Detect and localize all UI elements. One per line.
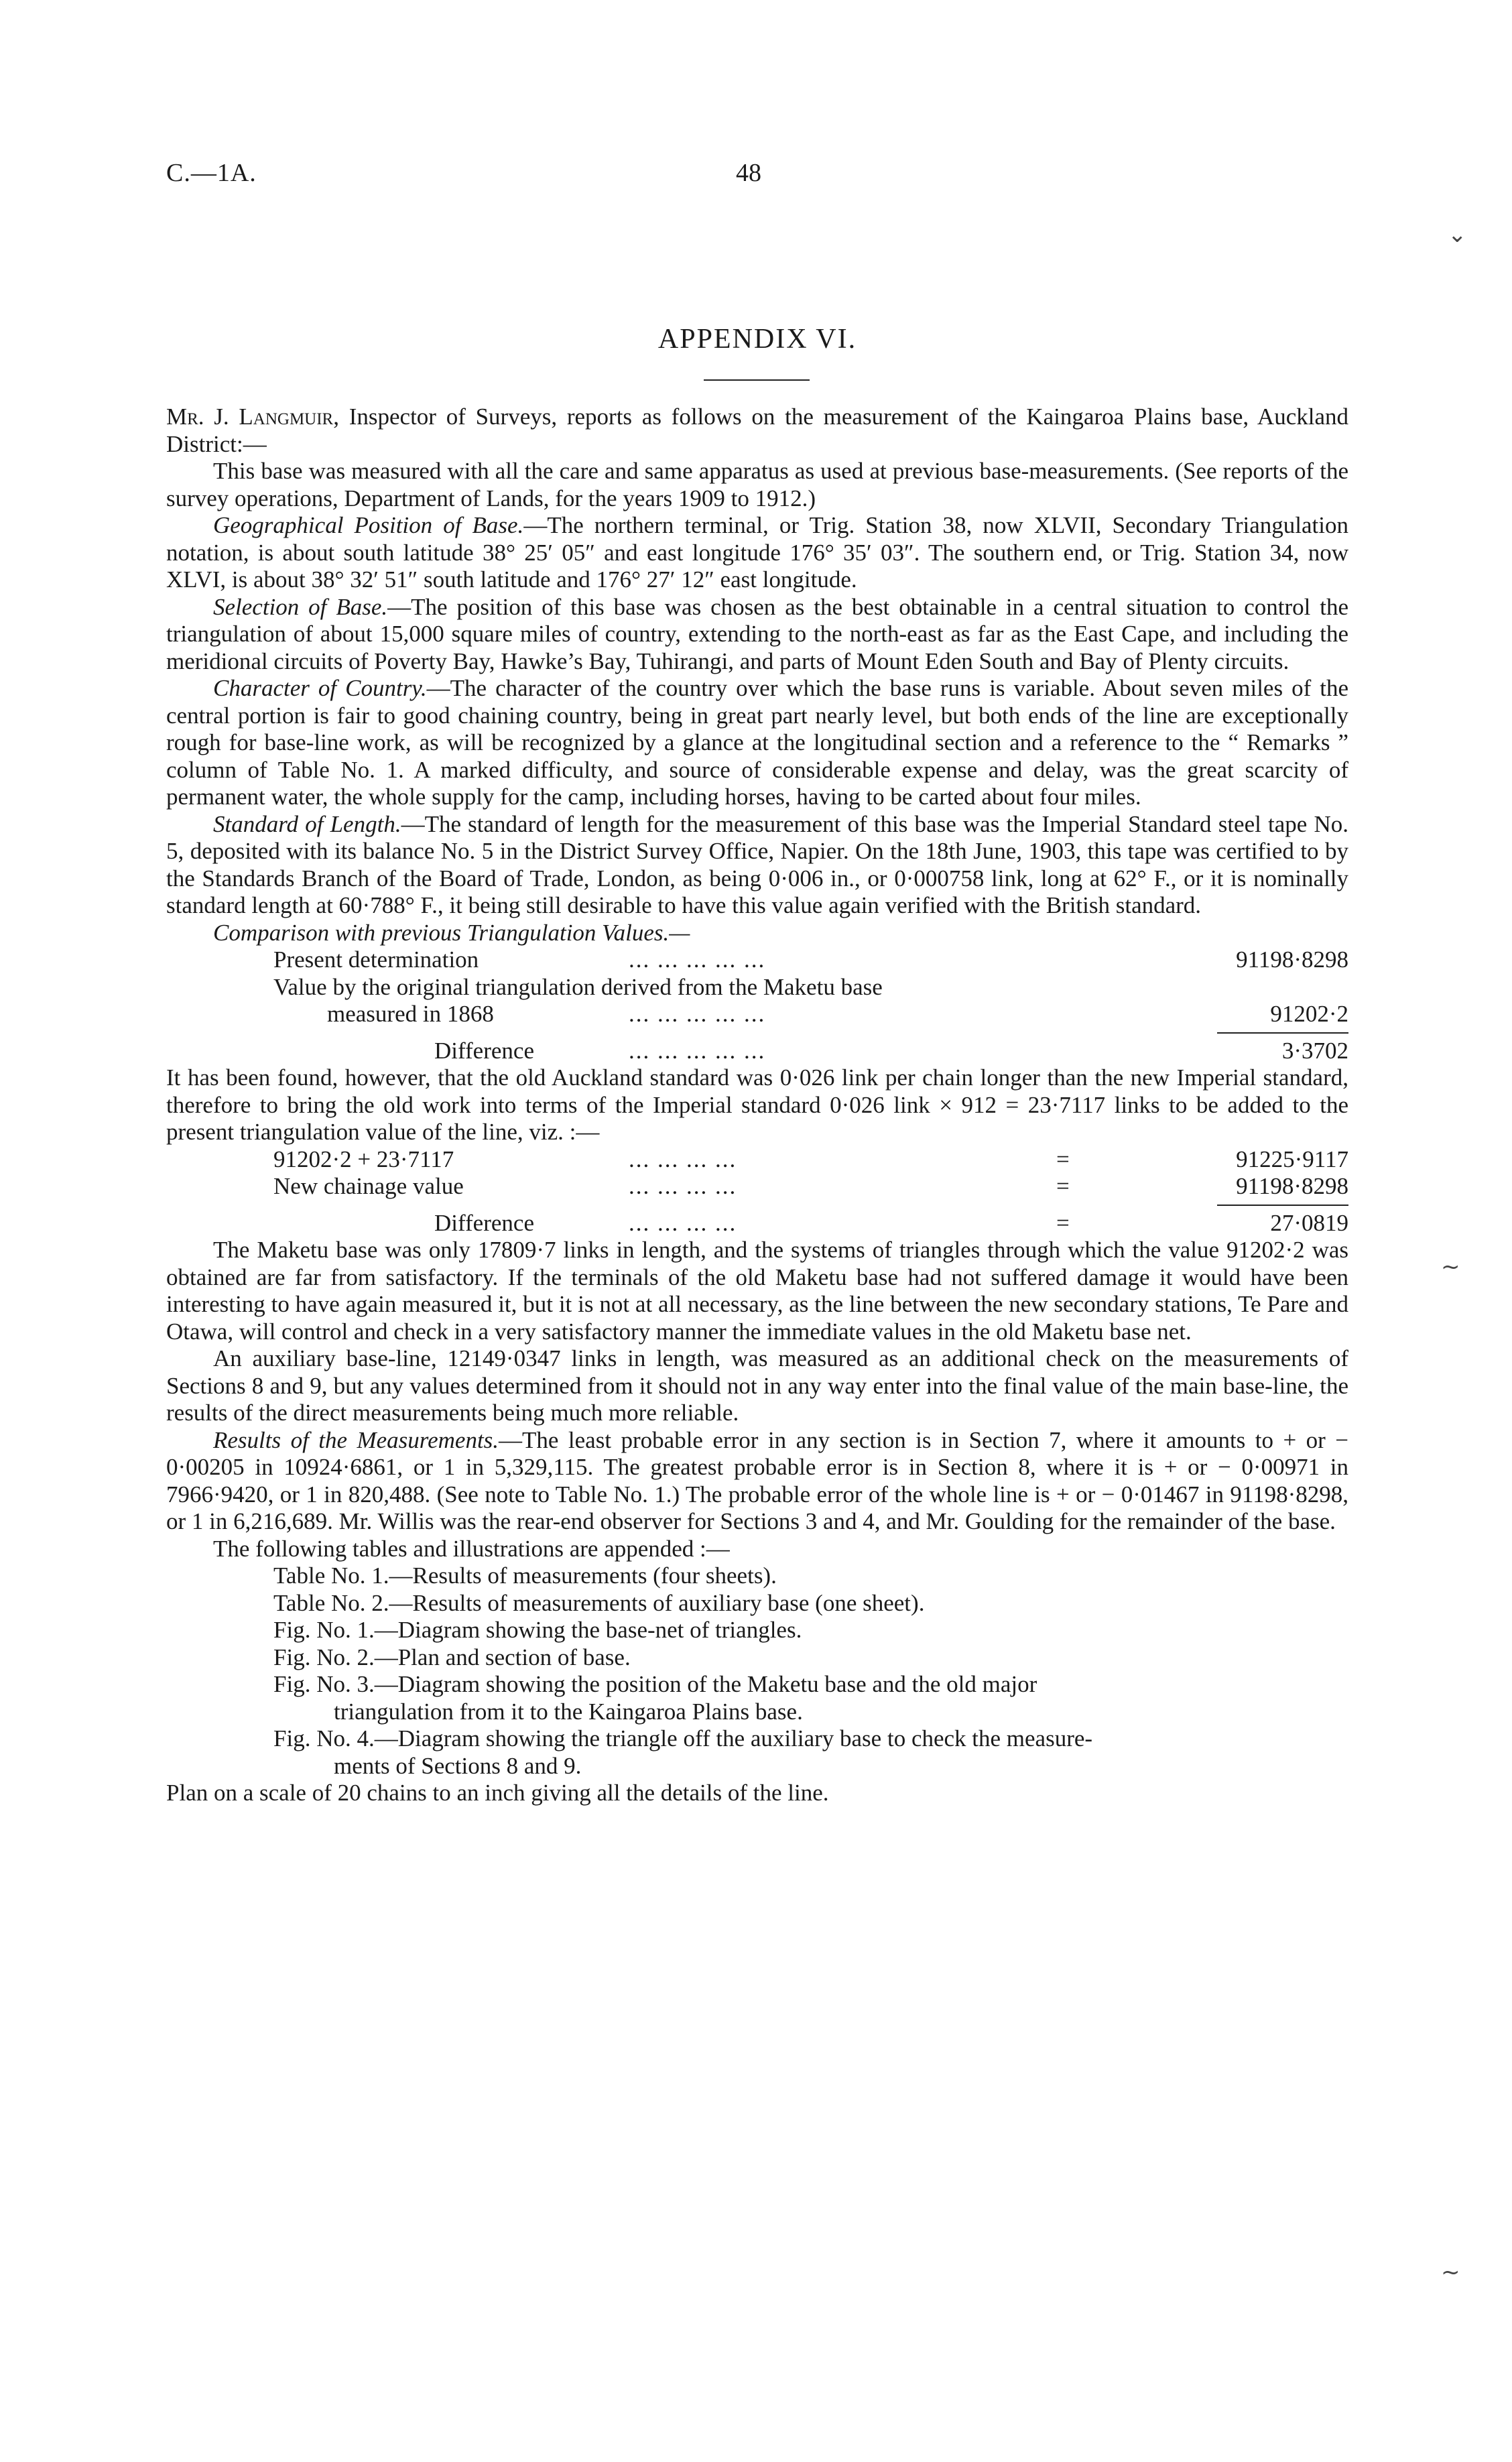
geographical-text: —The northern terminal, or Trig. Station 38, now XLVII, Secondary Triangulation notation, is about south latitude 38° 25′ 05″ and east longitude 176° 35′ 03″. The southern end, or Trig. Station 34, now XLVI, is about 38° 32′ 51″ south latitude and 176° 27′ 12″ east longitude. (166, 512, 1348, 593)
original-value: 91202·2 (1270, 1001, 1348, 1027)
calc-rule (166, 1201, 1348, 1210)
section-reference: C.—1A. (166, 159, 257, 187)
appended-item (273, 1562, 1348, 1590)
calc-label-2: New chainage value (273, 1173, 464, 1199)
margin-tick-mark: ~ (1441, 2259, 1460, 2286)
margin-tick-mark: ~ (1441, 1253, 1460, 1280)
original-value-row-2 (166, 1001, 1348, 1028)
standard-paragraph (166, 811, 1348, 920)
intro-text: , Inspector of Surveys, reports as follows on the measurement of the Kaingaroa Plains base, Auckland District:— (166, 404, 1348, 457)
appended-list (166, 1562, 1348, 1780)
appended-item-continuation: ments of Sections 8 and 9. (334, 1752, 582, 1779)
page-number: 48 (736, 159, 761, 187)
appended-item (273, 1671, 1348, 1725)
results-text: —The least probable error in any section is in Section 7, where it amounts to + or − 0·00205 in 10924·6861, or 1 in 5,329,115. The greatest probable error is in Section 8, where it is + or − 0·00971 in 7966·9420, or 1 in 820,488. (See note to Table No. 1.) The probable error of the whole line is + or − 0·01467 in 91198·8298, or 1 in 6,216,689. Mr. Willis was the rear-end observer for Sections 3 and 4, and Mr. Goulding for the remainder of the base. (166, 1426, 1348, 1534)
geographical-paragraph (166, 512, 1348, 594)
calc-row-1 (166, 1146, 1348, 1174)
present-determination-row (166, 946, 1348, 974)
appended-item-text: Table No. 2.—Results of measurements of auxiliary base (one sheet). (273, 1589, 925, 1616)
plan-paragraph: Plan on a scale of 20 chains to an inch giving all the details of the line. (166, 1780, 829, 1806)
original-value-row-1 (166, 974, 1348, 1001)
character-heading: Character of Country. (213, 675, 427, 701)
original-label-1: Value by the original triangulation derived from the Maketu base (273, 973, 883, 1000)
results-heading: Results of the Measurements. (213, 1426, 499, 1453)
appended-item-text: Fig. No. 3.—Diagram showing the position of the Maketu base and the old major (273, 1671, 1037, 1697)
geographical-heading: Geographical Position of Base. (213, 512, 524, 538)
equals-sign: = (1056, 1173, 1070, 1199)
equals-sign: = (1056, 1209, 1070, 1236)
appended-item (273, 1725, 1348, 1780)
original-label-2: measured in 1868 (327, 1001, 494, 1027)
calc-value-2: 91198·8298 (1236, 1173, 1348, 1199)
comparison-difference-row (166, 1038, 1348, 1065)
measured-paragraph: This base was measured with all the care and same apparatus as used at previous base-measurements. (See reports of the survey operations, Department of Lands, for the years 1909 to 1912.) (166, 458, 1348, 511)
calc-value-1: 91225·9117 (1236, 1146, 1348, 1172)
auxiliary-paragraph: An auxiliary base-line, 12149·0347 links in length, was measured as an additional check on the measurements of Sections 8 and 9, but any values determined from it should not in any way enter into the final value of the main base-line, the results of the direct measurements being much more reliable. (166, 1345, 1348, 1426)
selection-heading: Selection of Base. (213, 593, 388, 620)
results-paragraph (166, 1427, 1348, 1536)
appended-intro: The following tables and illustrations are appended :— (213, 1535, 730, 1562)
standard-heading: Standard of Length. (213, 810, 401, 837)
appended-item-continuation: triangulation from it to the Kaingaroa Plains base. (334, 1698, 803, 1725)
difference-value: 3·3702 (1281, 1037, 1348, 1064)
calc-difference-value: 27·0819 (1270, 1209, 1348, 1236)
maketu-paragraph: The Maketu base was only 17809·7 links in length, and the systems of triangles through which the value 91202·2 was obtained are far from satisfactory. If the terminals of the old Maketu base had not suffered damage it would have been interesting to have again measured it, but it is not at all necessary, as the line between the new secondary stations, Te Pare and Otawa, will control and check in a very satisfactory manner the immediate values in the old Maketu base net. (166, 1237, 1348, 1345)
old-standard-paragraph: It has been found, however, that the old Auckland standard was 0·026 link per chain longer than the new Imperial standard, therefore to bring the old work into terms of the Imperial standard 0·026 link × 912 = 23·7117 links to be added to the present triangulation value of the line, viz. :— (166, 1064, 1348, 1145)
leader-dots: ... ... ... ... ... (629, 1001, 766, 1027)
calculation-block (166, 1146, 1348, 1237)
leader-dots: ... ... ... ... (629, 1173, 737, 1199)
comparison-heading-row (166, 920, 1348, 947)
character-text: —The character of the country over which the base runs is variable. About seven miles of the central portion is fair to good chaining country, being in great part nearly level, but both ends of the line are exceptionally rough for base-line work, as will be recognized by a glance at the longitudinal section and a reference to the “ Remarks ” column of Table No. 1. A marked difficulty, and source of considerable expense and delay, was the great scarcity of permanent water, the whole supply for the camp, including horses, having to be carted about four miles. (166, 675, 1348, 810)
appended-item-text: Fig. No. 1.—Diagram showing the base-net of triangles. (273, 1617, 802, 1643)
calc-difference-row (166, 1210, 1348, 1237)
present-label: Present determination (273, 946, 479, 973)
leader-dots: ... ... ... ... ... (629, 946, 766, 973)
appended-item-text: Table No. 1.—Results of measurements (four sheets). (273, 1562, 777, 1589)
comparison-block (166, 920, 1348, 1065)
margin-tick-mark: ⌄ (1448, 221, 1467, 248)
comparison-heading: Comparison with previous Triangulation Values.— (213, 919, 690, 946)
appended-item (273, 1617, 1348, 1644)
standard-text: —The standard of length for the measurement of this base was the Imperial Standard steel tape No. 5, deposited with its balance No. 5 in the District Survey Office, Napier. On the 18th June, 1903, this tape was certified to by the Standards Branch of the Board of Trade, London, as being 0·006 in., or 0·000758 link, long at 62° F., or it is nominally standard length at 60·788° F., it being still desirable to have this value again verified with the British standard. (166, 810, 1348, 918)
sum-rule (166, 1028, 1348, 1038)
selection-text: —The position of this base was chosen as the best obtainable in a central situation to control the triangulation of about 15,000 square miles of country, extending to the north-east as far as the East Cape, and including the meridional circuits of Poverty Bay, Hawke’s Bay, Tuhirangi, and parts of Mount Eden South and Bay of Plenty circuits. (166, 593, 1348, 674)
character-paragraph (166, 675, 1348, 811)
document-body (166, 404, 1348, 1807)
difference-label: Difference (434, 1037, 534, 1064)
calc-difference-label: Difference (434, 1209, 534, 1236)
calc-label-1: 91202·2 + 23·7117 (273, 1146, 454, 1172)
title-underline (704, 379, 810, 381)
leader-dots: ... ... ... ... (629, 1146, 737, 1172)
author-name: Langmuir (239, 404, 334, 430)
appendix-title: APPENDIX VI. (657, 324, 857, 355)
intro-paragraph (166, 404, 1348, 458)
appended-item (273, 1590, 1348, 1617)
leader-dots: ... ... ... ... ... (629, 1037, 766, 1064)
calc-row-2 (166, 1173, 1348, 1201)
equals-sign: = (1056, 1146, 1070, 1172)
present-value: 91198·8298 (1236, 946, 1348, 973)
appended-item-text: Fig. No. 2.—Plan and section of base. (273, 1644, 631, 1670)
page-header (166, 160, 1348, 193)
appended-item (273, 1644, 1348, 1672)
leader-dots: ... ... ... ... (629, 1209, 737, 1236)
selection-paragraph (166, 594, 1348, 676)
appended-item-text: Fig. No. 4.—Diagram showing the triangle off the auxiliary base to check the measure- (273, 1725, 1093, 1751)
author-prefix: Mr. J. (166, 404, 239, 430)
